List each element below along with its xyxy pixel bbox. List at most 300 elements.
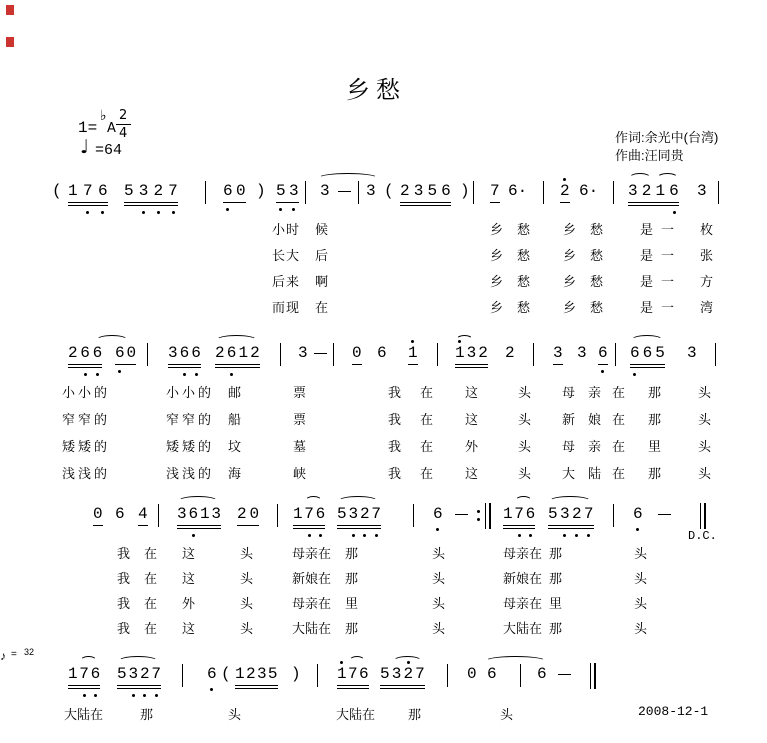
lyric-token: 头 [698, 439, 715, 454]
lyric-token: 外 [465, 439, 482, 454]
high-octave-dot [563, 178, 566, 181]
duration-dash [558, 674, 571, 675]
duration-dash [658, 514, 671, 515]
lyric-token: 在 [315, 300, 330, 315]
lyric-token: 小小的 [166, 385, 215, 400]
low-octave-dot [195, 373, 198, 376]
date-label: 2008-12-1 [638, 704, 709, 719]
underline-beam [548, 528, 594, 529]
lyric-token: 在 [420, 466, 437, 481]
note: 6· [579, 182, 599, 200]
barline [305, 181, 306, 204]
note: 6 [598, 344, 608, 363]
meter-fraction-line [116, 124, 131, 125]
lyric-token: 那 [648, 385, 665, 400]
barline [533, 343, 534, 366]
underline-beam [124, 202, 178, 203]
lyric-token: 浅浅的 [62, 466, 111, 481]
note-group: 5327 [548, 505, 596, 524]
note: 6 [207, 665, 217, 684]
lyric-token: 我 [388, 466, 405, 481]
slur-arc [515, 496, 532, 506]
lyric-token: 啊 [315, 274, 330, 289]
barline [413, 504, 414, 527]
lyric-token: 新 [562, 412, 579, 427]
repeat-dots [477, 518, 480, 521]
note: 3 [320, 182, 330, 200]
low-octave-dot [142, 211, 145, 214]
lyric-token: 张 [700, 248, 715, 263]
lyric-token: 头 [240, 571, 254, 586]
underline-beam [117, 685, 161, 686]
tempo-sup-value: 32 [24, 647, 35, 657]
lyric-token: 枚 [700, 222, 715, 237]
slur-arc [393, 656, 422, 666]
underline-beam [598, 364, 608, 365]
lyric-token: 浅浅的 [166, 466, 215, 481]
lyric-token: 大陆在 [336, 707, 376, 722]
parenthesis: ( [52, 182, 62, 200]
lyric-token: 在 [612, 412, 629, 427]
lyric-token: 在 [144, 571, 158, 586]
barline [205, 181, 206, 204]
barline [718, 181, 719, 204]
lyric-token: 我 [388, 412, 405, 427]
underline-beam [235, 688, 278, 689]
barline [277, 504, 278, 527]
underline-beam [337, 528, 381, 529]
lyric-token: 里 [345, 596, 359, 611]
lyric-token: 新娘在 [292, 571, 332, 586]
meter-numerator: 2 [119, 108, 128, 123]
underline-beam [177, 528, 221, 529]
low-octave-dot [352, 534, 355, 537]
barline [615, 343, 616, 366]
note: 3 [553, 344, 563, 363]
underline-beam [630, 367, 665, 368]
low-octave-dot [529, 534, 532, 537]
slur-arc [631, 335, 663, 345]
quarter-note-icon: ♩ [80, 136, 89, 158]
high-octave-dot [340, 661, 343, 664]
lyric-token: 愁 [517, 248, 532, 263]
low-octave-dot [192, 534, 195, 537]
parenthesis: ) [291, 665, 301, 683]
lyric-token: 是 [640, 222, 655, 237]
lyric-token: 头 [518, 439, 535, 454]
dc-mark: D.C. [688, 529, 717, 543]
note-group: 176 [68, 182, 113, 201]
barline [158, 504, 159, 527]
underline-beam [124, 205, 178, 206]
barline [613, 504, 614, 527]
note-group: 2612 [215, 344, 262, 363]
low-octave-dot [363, 534, 366, 537]
underline-beam [68, 688, 100, 689]
underline-beam [503, 528, 535, 529]
lyric-token: 头 [518, 412, 535, 427]
lyric-token: 票 [293, 385, 310, 400]
lyric-token: 那 [345, 621, 359, 636]
lyric-token: 小小的 [62, 385, 111, 400]
low-octave-dot [587, 534, 590, 537]
underline-beam [337, 525, 381, 526]
low-octave-dot [210, 688, 213, 691]
lyric-token: 陆 [588, 466, 605, 481]
eighth-note-icon: ♪ [0, 649, 6, 663]
lyric-token: 坟 [228, 439, 245, 454]
underline-beam [560, 202, 570, 203]
lyric-token: 这 [465, 412, 482, 427]
underline-beam [237, 525, 259, 526]
low-octave-dot [157, 211, 160, 214]
underline-beam [276, 202, 299, 203]
lyric-token: 头 [698, 466, 715, 481]
slur-arc [305, 496, 322, 506]
lyric-token: 头 [240, 546, 254, 561]
lyric-token: 那 [140, 707, 154, 722]
lyric-token: 头 [240, 596, 254, 611]
lyric-token: 头 [634, 571, 648, 586]
final-barline [700, 503, 701, 529]
low-octave-dot [308, 534, 311, 537]
note-group: 60 [115, 344, 138, 363]
lyric-token: 在 [612, 466, 629, 481]
final-barline [594, 663, 596, 689]
final-barline [590, 663, 591, 689]
barline [317, 664, 318, 687]
note-group: 176 [68, 665, 102, 684]
lyric-token: 那 [345, 546, 359, 561]
low-octave-dot [601, 370, 604, 373]
slur-arc [349, 656, 365, 666]
tie-arc [318, 173, 378, 183]
slur-arc [657, 173, 679, 183]
parenthesis: ) [256, 182, 266, 200]
barline [437, 343, 438, 366]
note: 3 [687, 344, 697, 362]
lyric-token: 我 [117, 621, 131, 636]
lyric-token: 那 [408, 707, 422, 722]
lyric-token: 这 [182, 546, 196, 561]
note-group: 176 [337, 665, 370, 684]
tempo-equals: = [11, 649, 17, 660]
lyric-token: 愁 [590, 248, 605, 263]
lyric-token: 我 [117, 546, 131, 561]
music-line [0, 505, 767, 539]
lyric-token: 母 [562, 439, 579, 454]
meter-denominator: 4 [119, 126, 128, 141]
underline-beam [352, 364, 362, 365]
lyric-token: 那 [648, 466, 665, 481]
underline-beam [380, 688, 425, 689]
lyric-token: 在 [420, 385, 437, 400]
lyric-token: 在 [420, 412, 437, 427]
note-group: 20 [237, 505, 262, 524]
low-octave-dot [518, 534, 521, 537]
note-group: 665 [630, 344, 668, 363]
note: 7 [490, 182, 500, 201]
underline-beam [337, 685, 369, 686]
lyric-token: 大陆在 [503, 621, 543, 636]
note: 0 [467, 665, 477, 683]
lyric-token: 头 [518, 385, 535, 400]
note-group: 366 [168, 344, 203, 363]
underline-beam [68, 367, 102, 368]
lyric-token: 窄窄的 [166, 412, 215, 427]
low-octave-dot [673, 211, 676, 214]
lyric-token: 小时 [272, 222, 301, 237]
lyric-token: 母 [562, 385, 579, 400]
duration-dash [338, 191, 351, 192]
lyric-token: 头 [432, 596, 446, 611]
lyric-token: 大 [562, 466, 579, 481]
lyric-token: 我 [117, 571, 131, 586]
lyric-token: 这 [182, 571, 196, 586]
underline-beam [628, 205, 679, 206]
low-octave-dot [292, 208, 295, 211]
underline-beam [293, 525, 325, 526]
note: 0 [352, 344, 362, 363]
underline-beam [115, 364, 136, 365]
underline-beam [548, 525, 594, 526]
music-line [0, 647, 767, 699]
note-group: 1235 [235, 665, 279, 684]
lyric-token: 母亲在 [292, 596, 332, 611]
low-octave-dot [172, 211, 175, 214]
lyric-token: 在 [612, 385, 629, 400]
barline [543, 181, 544, 204]
note-group: 3216 [628, 182, 683, 201]
lyric-token: 头 [634, 546, 648, 561]
barline [147, 343, 148, 366]
lyric-token: 乡 [563, 274, 578, 289]
lyric-token: 一 [661, 300, 676, 315]
lyric-token: 后来 [272, 274, 301, 289]
note: 3 [697, 182, 707, 200]
underline-beam [168, 367, 201, 368]
note-group: 5327 [380, 665, 427, 684]
lyric-token: 母亲在 [503, 596, 543, 611]
lyric-token: 候 [315, 222, 330, 237]
note: 6 [377, 344, 387, 362]
lyric-token: 头 [432, 621, 446, 636]
lyric-token: 窄窄的 [62, 412, 111, 427]
low-octave-dot [633, 373, 636, 376]
lyric-token: 乡 [490, 274, 505, 289]
lyric-token: 愁 [517, 300, 532, 315]
low-octave-dot [230, 373, 233, 376]
underline-beam [455, 364, 488, 365]
underline-beam [117, 688, 161, 689]
note: 6 [537, 665, 547, 683]
low-octave-dot [86, 211, 89, 214]
low-octave-dot [226, 208, 229, 211]
note: 2 [505, 344, 515, 362]
note-group: 132 [455, 344, 490, 363]
low-octave-dot [436, 528, 439, 531]
underline-beam [235, 685, 278, 686]
low-octave-dot [84, 373, 87, 376]
note: 3 [366, 182, 376, 200]
note: 6· [508, 182, 528, 200]
lyric-token: 湾 [700, 300, 715, 315]
underline-beam [293, 528, 325, 529]
low-octave-dot [636, 528, 639, 531]
slur-arc [456, 335, 473, 345]
underline-beam [223, 202, 246, 203]
key-tonic: A [107, 121, 116, 136]
lyric-token: 长大 [272, 248, 301, 263]
note-group: 5327 [337, 505, 383, 524]
red-artifact-mark [6, 5, 14, 15]
note: 6 [433, 505, 443, 524]
duration-dash [314, 353, 327, 354]
red-artifact-mark [6, 37, 14, 47]
lyric-token: 那 [549, 621, 563, 636]
barline [613, 181, 614, 204]
note-group: 176 [503, 505, 537, 524]
lyric-token: 母亲在 [292, 546, 332, 561]
lyric-token: 外 [182, 596, 196, 611]
barline [520, 664, 521, 687]
lyricist-credit: 作词:余光中(台湾) [615, 130, 719, 145]
music-line [0, 182, 767, 216]
repeat-barline [485, 503, 486, 529]
duration-dash [455, 514, 468, 515]
note: 2 [560, 182, 570, 201]
note-group: 2356 [400, 182, 455, 201]
lyric-token: 头 [432, 571, 446, 586]
parenthesis: ( [221, 665, 231, 683]
note-group: 5327 [124, 182, 183, 201]
lyric-token: 在 [144, 546, 158, 561]
underline-beam [177, 525, 221, 526]
low-octave-dot [375, 534, 378, 537]
low-octave-dot [155, 694, 158, 697]
slur-arc [629, 173, 651, 183]
parenthesis: ) [460, 182, 470, 200]
lyric-token: 那 [549, 546, 563, 561]
underline-beam [93, 525, 103, 526]
lyric-token: 里 [549, 596, 563, 611]
underline-beam [408, 364, 418, 365]
lyric-token: 那 [648, 412, 665, 427]
high-octave-dot [411, 340, 414, 343]
lyric-token: 乡 [490, 300, 505, 315]
note: 4 [138, 505, 148, 524]
slur-arc [549, 496, 591, 506]
lyric-token: 母亲在 [503, 546, 543, 561]
note: 1 [408, 344, 418, 363]
tempo-value: =64 [95, 142, 123, 159]
low-octave-dot [279, 208, 282, 211]
barline [280, 343, 281, 366]
barline [715, 343, 716, 366]
lyric-token: 头 [500, 707, 514, 722]
lyric-token: 海 [228, 466, 245, 481]
lyric-token: 墓 [293, 439, 310, 454]
lyric-token: 愁 [517, 222, 532, 237]
lyric-token: 里 [648, 439, 665, 454]
lyric-token: 在 [612, 439, 629, 454]
slur-arc [338, 496, 378, 506]
low-octave-dot [101, 211, 104, 214]
note-group: 266 [68, 344, 105, 363]
lyric-token: 头 [518, 466, 535, 481]
lyric-token: 亲 [588, 439, 605, 454]
underline-beam [628, 202, 679, 203]
underline-beam [380, 685, 425, 686]
lyric-token: 矮矮的 [166, 439, 215, 454]
lyric-token: 一 [661, 222, 676, 237]
lyric-token: 这 [465, 466, 482, 481]
lyric-token: 邮 [228, 385, 245, 400]
lyric-token: 乡 [563, 248, 578, 263]
note: 6 [633, 505, 643, 524]
underline-beam [168, 364, 201, 365]
note-group: 53 [276, 182, 302, 201]
slur-arc [80, 656, 97, 666]
underline-beam [68, 205, 108, 206]
lyric-token: 娘 [588, 412, 605, 427]
lyric-token: 峡 [293, 466, 310, 481]
low-octave-dot [183, 373, 186, 376]
underline-beam [503, 525, 535, 526]
lyric-token: 乡 [563, 300, 578, 315]
low-octave-dot [96, 373, 99, 376]
note-group: 3613 [177, 505, 223, 524]
barline [358, 181, 359, 204]
lyric-token: 头 [634, 596, 648, 611]
page-title: 乡愁 [346, 77, 406, 104]
lyric-token: 是 [640, 248, 655, 263]
lyric-token: 在 [420, 439, 437, 454]
note: 3 [577, 344, 587, 362]
lyric-token: 这 [465, 385, 482, 400]
lyric-token: 船 [228, 412, 245, 427]
underline-beam [400, 205, 451, 206]
lyric-token: 那 [549, 571, 563, 586]
lyric-token: 亲 [588, 385, 605, 400]
underline-beam [400, 202, 451, 203]
lyric-token: 乡 [490, 222, 505, 237]
underline-beam [68, 685, 100, 686]
slur-arc [178, 496, 218, 506]
repeat-barline [489, 503, 491, 529]
low-octave-dot [143, 694, 146, 697]
lyric-token: 是 [640, 274, 655, 289]
underline-beam [215, 364, 260, 365]
lyric-token: 头 [634, 621, 648, 636]
underline-beam [138, 525, 148, 526]
flat-icon: ♭ [100, 108, 107, 124]
lyric-token: 头 [240, 621, 254, 636]
underline-beam [337, 688, 369, 689]
underline-beam [68, 202, 108, 203]
lyric-token: 我 [388, 385, 405, 400]
barline [447, 664, 448, 687]
low-octave-dot [575, 534, 578, 537]
music-line [0, 344, 767, 378]
composer-credit: 作曲:汪同贵 [615, 148, 684, 163]
note-group: 176 [293, 505, 327, 524]
lyric-token: 后 [315, 248, 330, 263]
barline [182, 664, 183, 687]
underline-beam [455, 367, 488, 368]
underline-beam [490, 202, 500, 203]
note: 0 [93, 505, 103, 524]
